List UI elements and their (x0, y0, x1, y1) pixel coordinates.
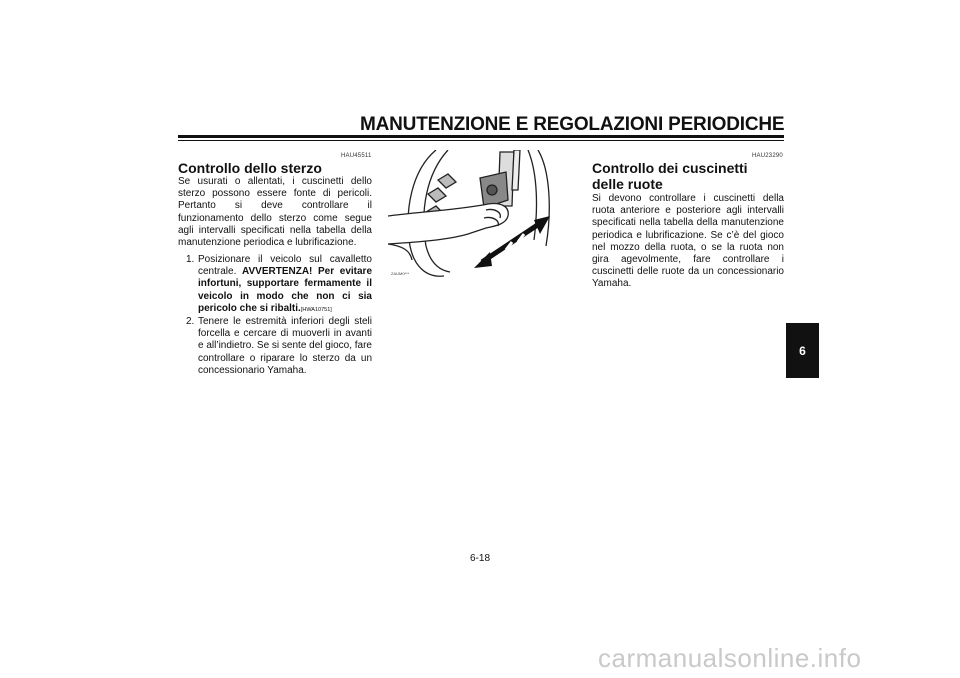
warning-text: AVVERTENZA! Per evitare infortuni, supportare fermamente il veicolo in modo che non ci sia pericolo che si ribalti. (198, 266, 373, 314)
section-heading-steering: Controllo dello sterzo (178, 160, 322, 176)
list-item (186, 254, 372, 316)
wheel-bearings-body: Si devono controllare i cuscinetti della ruota anteriore e posteriore agli intervalli specificati nella tabella della manutenzione periodica e lubrificazione. Se c’è del gioco nel mozzo della ruota, o se la ruota non gira agevolmente, fare controllare i cuscinetti delle ruote da un concessionario Yamaha. (592, 193, 784, 290)
header-rule-thin (178, 140, 784, 141)
section-code-wheel-bearings: HAU23290 (752, 153, 783, 159)
chapter-tab (786, 323, 819, 378)
steering-intro: Se usurati o allentati, i cuscinetti dello sterzo possono essere fonte di pericoli. Pertanto si deve controllare il funzionamento dello sterzo come segue agli intervalli specificati nella tabella della manutenzione periodica e lubrificazione. (178, 176, 372, 249)
steering-check-illustration (388, 150, 572, 288)
section-code-steering: HAU45511 (341, 153, 372, 159)
page-number: 6-18 (469, 553, 490, 564)
step-number: 1. (186, 254, 195, 265)
figure-code: ZAUM0*** (391, 271, 410, 276)
watermark: carmanualsonline.info (598, 643, 862, 673)
section-heading-wheel-bearings: Controllo dei cuscinetti delle ruote (592, 160, 748, 192)
warning-ref: [HWA10751] (300, 306, 332, 313)
step-number: 2. (186, 316, 195, 328)
step-text: Tenere le estremità inferiori degli steli forcella e cercare di muoverli in avanti e all’indietro. Se si sente del gioco, fare controllare o riparare lo sterzo da un concessionario Yamaha. (198, 316, 372, 376)
header-rule-thick (178, 135, 784, 138)
chapter-tab-label: 6 (799, 343, 806, 358)
step-text: Posizionare il veicolo sul cavalletto centrale. (198, 254, 372, 278)
page-title: MANUTENZIONE E REGOLAZIONI PERIODICHE (360, 114, 785, 135)
steering-steps-list (186, 254, 372, 377)
list-item (186, 316, 372, 377)
